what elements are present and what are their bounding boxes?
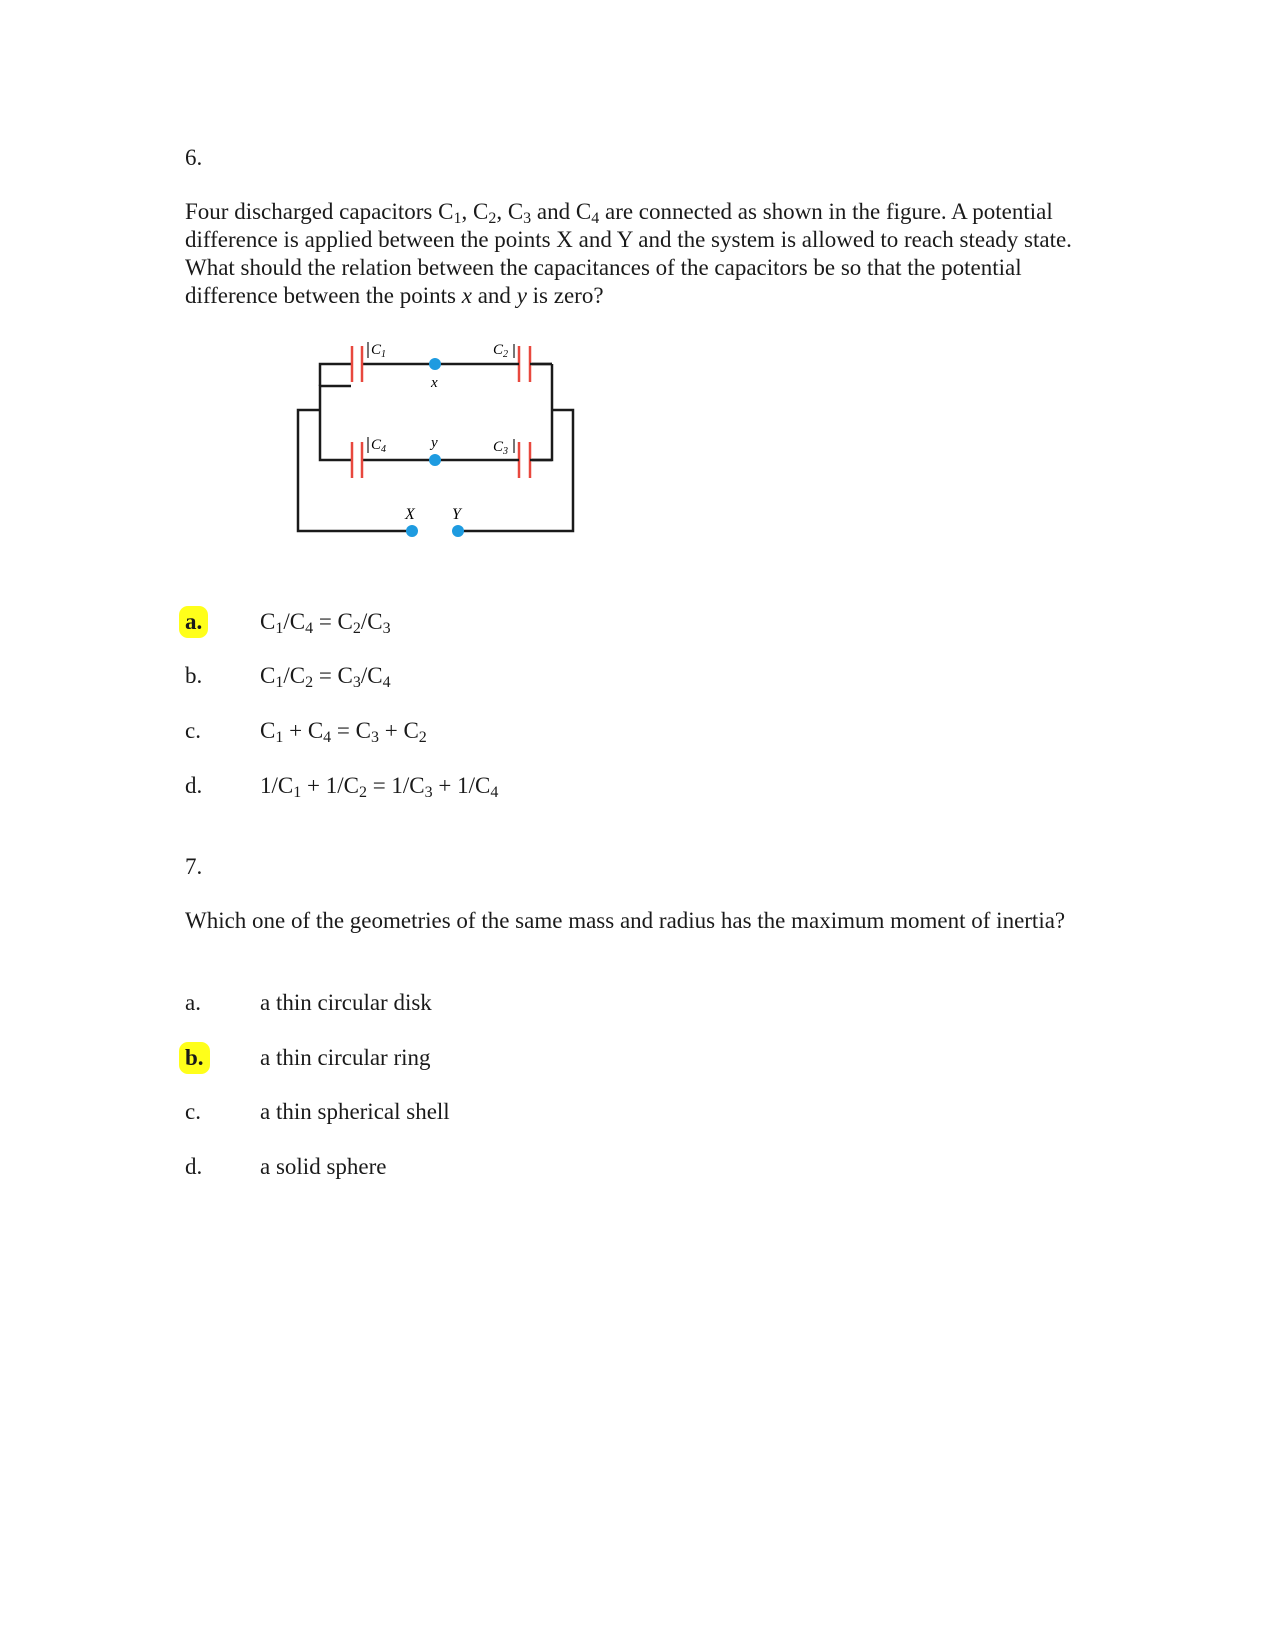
q7-option-a-text[interactable]: a thin circular disk: [260, 990, 432, 1015]
q6-option-a-label[interactable]: a.: [179, 606, 208, 638]
label-c2: $C_2$: [493, 342, 509, 360]
q7-option-a-label[interactable]: a.: [185, 990, 201, 1015]
q7-option-c-text[interactable]: a thin spherical shell: [260, 1099, 450, 1124]
q7-option-c-label[interactable]: c.: [185, 1099, 201, 1124]
capacitor-c3: [519, 442, 530, 478]
q6-option-c-text[interactable]: $C_1 + C_4 = C_3 + C_2$: [260, 718, 427, 746]
label-terminal-X: X: [405, 506, 415, 523]
terminal-Y: [452, 525, 464, 537]
label-c3: $C_3$: [493, 439, 509, 457]
question-6-number: 6.: [185, 145, 203, 170]
q7-option-b-label[interactable]: b.: [179, 1042, 210, 1074]
node-x: [429, 358, 441, 370]
capacitor-plates: [352, 346, 530, 478]
question-7-stem: Which one of the geometries of the same mass and radius has the maximum moment of inertia?: [185, 908, 1066, 933]
q7-option-d-text[interactable]: a solid sphere: [260, 1154, 387, 1179]
terminal-X: [406, 525, 418, 537]
label-c1: $C_1$: [371, 342, 387, 360]
q6-option-b-text[interactable]: $C_1/C_2 = C_3/C_4$: [260, 663, 391, 691]
label-node-x: x: [431, 375, 438, 391]
label-c4: $C_4$: [371, 437, 387, 455]
capacitor-c1: [352, 346, 362, 382]
q6-option-a-text[interactable]: $C_1/C_4 = C_2/C_3$: [260, 609, 391, 637]
q6-option-d-label[interactable]: d.: [185, 773, 203, 798]
q7-option-d-label[interactable]: d.: [185, 1154, 203, 1179]
q6-option-b-label[interactable]: b.: [185, 663, 203, 688]
capacitor-circuit-figure: [290, 330, 610, 560]
question-6-stem: Four discharged capacitors $C_1$, $C_2$, $C_3$ and $C_4$ are connected as shown in the figure. A potential difference is applied between the points X and Y and the system is allowed to reach steady state. What should the relation between the capacitances of the capacitors be so that the potential difference between the points x and y is zero?: [185, 199, 1072, 308]
node-y: [429, 454, 441, 466]
q6-option-d-text[interactable]: $1/C_1 + 1/C_2 = 1/C_3 + 1/C_4$: [260, 773, 499, 801]
capacitor-c4: [352, 442, 362, 478]
label-node-y: y: [431, 435, 438, 451]
q7-option-b-text[interactable]: a thin circular ring: [260, 1045, 431, 1070]
question-7-number: 7.: [185, 854, 203, 879]
label-terminal-Y: Y: [452, 506, 461, 523]
q6-option-c-label[interactable]: c.: [185, 718, 201, 743]
capacitor-c2: [519, 346, 530, 382]
